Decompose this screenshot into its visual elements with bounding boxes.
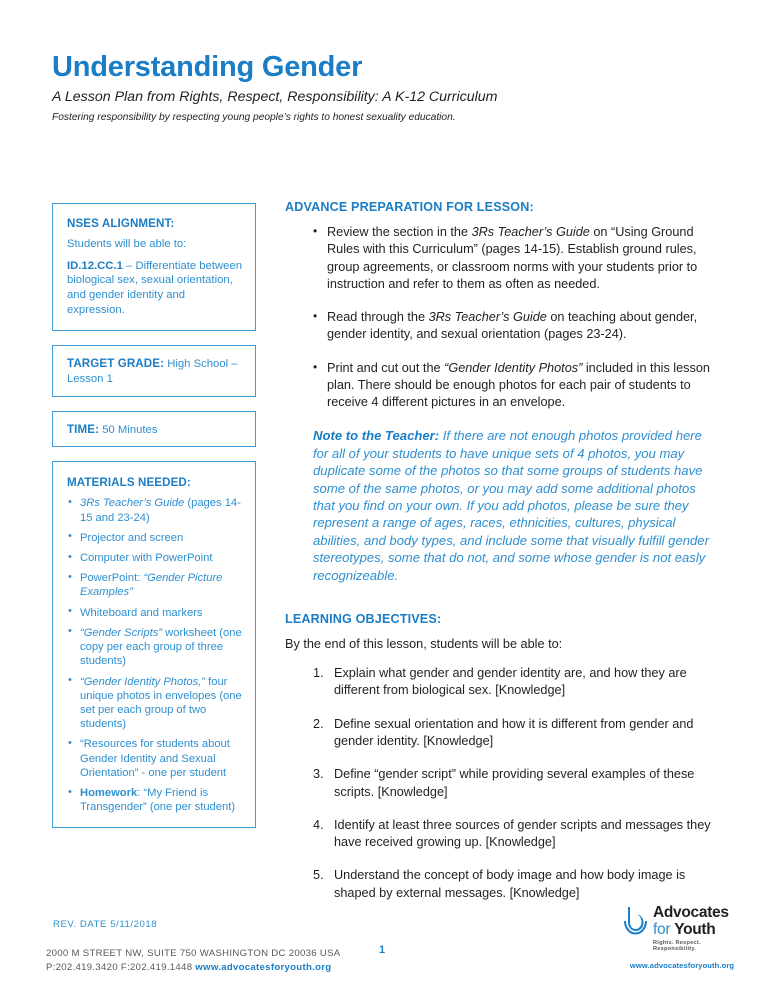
material-text: PowerPoint: bbox=[80, 572, 144, 585]
list-item: Understand the concept of body image and how body image is shaped by external messages. [Knowledge] bbox=[334, 868, 686, 900]
material-emphasis: “Gender Scripts” bbox=[80, 626, 163, 639]
page-title: Understanding Gender bbox=[52, 51, 363, 83]
list-item bbox=[67, 531, 245, 545]
advocates-for-youth-logo bbox=[622, 904, 742, 970]
document-header bbox=[52, 52, 722, 124]
logo-line-1: Advocates bbox=[653, 904, 729, 921]
target-grade-row bbox=[67, 356, 243, 386]
prep-text: Print and cut out the bbox=[327, 360, 445, 375]
material-emphasis: “Gender Picture Examples” bbox=[80, 572, 223, 599]
materials-needed-title: MATERIALS NEEDED: bbox=[67, 476, 191, 490]
note-to-teacher bbox=[285, 427, 713, 584]
advance-preparation-heading: ADVANCE PREPARATION FOR LESSON: bbox=[285, 200, 534, 214]
target-grade-box bbox=[52, 345, 256, 396]
list-item bbox=[67, 675, 245, 732]
logo-lockup bbox=[622, 905, 742, 937]
logo-for-text: for bbox=[653, 920, 675, 938]
revision-date: REV. DATE 5/11/2018 bbox=[53, 919, 158, 930]
list-item bbox=[313, 224, 713, 293]
footer-address-line-2 bbox=[46, 961, 341, 975]
list-item bbox=[67, 786, 245, 814]
page-number: 1 bbox=[379, 944, 386, 956]
footer-website-link[interactable]: www.advocatesforyouth.org bbox=[195, 961, 332, 973]
nses-alignment-standard bbox=[67, 259, 243, 318]
logo-youth-text: Youth bbox=[674, 920, 716, 938]
logo-website-link[interactable]: www.advocatesforyouth.org bbox=[629, 961, 735, 970]
nses-alignment-title: NSES ALIGNMENT: bbox=[67, 217, 175, 230]
list-item bbox=[313, 360, 713, 412]
time-row bbox=[67, 422, 243, 438]
learning-objectives-list bbox=[285, 665, 713, 902]
list-item: Explain what gender and gender identity are, and how they are different from biological sex. [Knowledge] bbox=[334, 666, 687, 698]
nses-standard-text: – Differentiate between biological sex, sexual orientation, and gender identity and expression. bbox=[67, 259, 243, 316]
list-item bbox=[67, 737, 245, 780]
list-item bbox=[67, 496, 245, 524]
footer-address bbox=[46, 947, 341, 975]
swoosh-icon bbox=[622, 906, 649, 936]
logo-tagline: Rights. Respect. Responsibility. bbox=[653, 940, 701, 952]
list-item: Identify at least three sources of gender scripts and messages they have received growing up. [Knowledge] bbox=[334, 817, 711, 850]
document-subtitle: A Lesson Plan from Rights, Respect, Responsibility: A K-12 Curriculum bbox=[52, 89, 498, 106]
material-text: “Resources for students about Gender Identity and Sexual Orientation” - one per student bbox=[80, 738, 230, 779]
material-emphasis: 3Rs Teacher’s Guide bbox=[80, 497, 185, 510]
list-item bbox=[67, 551, 245, 565]
material-emphasis: Homework bbox=[80, 787, 138, 800]
main-column bbox=[285, 200, 713, 918]
footer-address-line-1: 2000 M STREET NW, SUITE 750 WASHINGTON DC 20036 USA bbox=[46, 948, 341, 959]
time-value: 50 Minutes bbox=[99, 423, 158, 436]
material-text: (pages 14-15 and 23-24) bbox=[80, 497, 241, 524]
prep-text: Read through the bbox=[327, 310, 429, 325]
materials-needed-box bbox=[52, 461, 256, 827]
logo-line-2 bbox=[653, 922, 729, 938]
nses-standard-code: ID.12.CC.1 bbox=[67, 259, 123, 272]
list-item: Define “gender script” while providing several examples of these scripts. [Knowledge] bbox=[334, 767, 695, 799]
prep-emphasis: 3Rs Teacher’s Guide bbox=[428, 310, 547, 325]
prep-text: on teaching about gender, gender identity, and sexual orientation (pages 23-24). bbox=[327, 310, 698, 342]
learning-objectives-intro: By the end of this lesson, students will be able to: bbox=[285, 637, 563, 652]
material-text: Computer with PowerPoint bbox=[80, 552, 213, 565]
material-emphasis: “Gender Identity Photos,” bbox=[80, 675, 205, 688]
time-box bbox=[52, 411, 256, 448]
note-to-teacher-text: If there are not enough photos provided here for all of your students to have unique sets of 4 photos, you may duplicate some of the photos so that some groups of students have some of the same photos, or you may add some additional photos that you find on your own. If you add photos, please be sure they represent a range of ages, races, ethnicities, cultures, physical abilities, and body types, and include some that visually fulfill gender stereotypes, some that do not, and some whose gender is not easly recognizeable. bbox=[313, 428, 709, 583]
document-tagline: Fostering responsibility by respecting young people’s rights to honest sexuality education. bbox=[52, 111, 456, 123]
time-label: TIME: bbox=[67, 422, 100, 436]
note-to-teacher-label: Note to the Teacher: bbox=[313, 428, 440, 444]
sidebar-column bbox=[52, 203, 256, 842]
logo-wordmark bbox=[653, 905, 729, 937]
list-item bbox=[67, 571, 245, 599]
prep-text: included in this lesson plan. There should be enough photos for each pair of students to receive 4 different pictures in an envelope. bbox=[327, 360, 710, 410]
nses-alignment-intro: Students will be able to: bbox=[67, 238, 187, 250]
prep-text: Review the section in the bbox=[327, 225, 472, 239]
learning-objectives-heading: LEARNING OBJECTIVES: bbox=[285, 612, 442, 627]
material-text: four unique photos in envelopes (one set per each group of two students) bbox=[80, 675, 242, 731]
material-text: Projector and screen bbox=[80, 531, 184, 544]
prep-text: on “Using Ground Rules with this Curriculum” (pages 14-15). Establish ground rules, group agreements, or classroom norms with your students prior to instruction and refer to them as often as needed. bbox=[327, 225, 698, 291]
footer-phone-fax: P:202.419.3420 F:202.419.1448 bbox=[46, 961, 196, 973]
target-grade-value: High School – Lesson 1 bbox=[67, 358, 238, 386]
advance-preparation-list bbox=[285, 224, 713, 411]
list-item bbox=[67, 626, 245, 669]
materials-list bbox=[67, 496, 245, 814]
nses-alignment-box bbox=[52, 203, 256, 331]
list-item: Define sexual orientation and how it is different from gender and gender identity. [Knowledge] bbox=[334, 716, 694, 748]
target-grade-label: TARGET GRADE: bbox=[67, 357, 165, 371]
prep-emphasis: 3Rs Teacher’s Guide bbox=[471, 225, 590, 239]
list-item bbox=[313, 309, 713, 344]
material-text: Whiteboard and markers bbox=[80, 606, 203, 619]
list-item bbox=[67, 606, 245, 620]
material-text: : “My Friend is Transgender” (one per student) bbox=[80, 787, 236, 814]
prep-emphasis: “Gender Identity Photos” bbox=[444, 360, 583, 375]
material-text: worksheet (one copy per each group of three students) bbox=[80, 626, 242, 668]
